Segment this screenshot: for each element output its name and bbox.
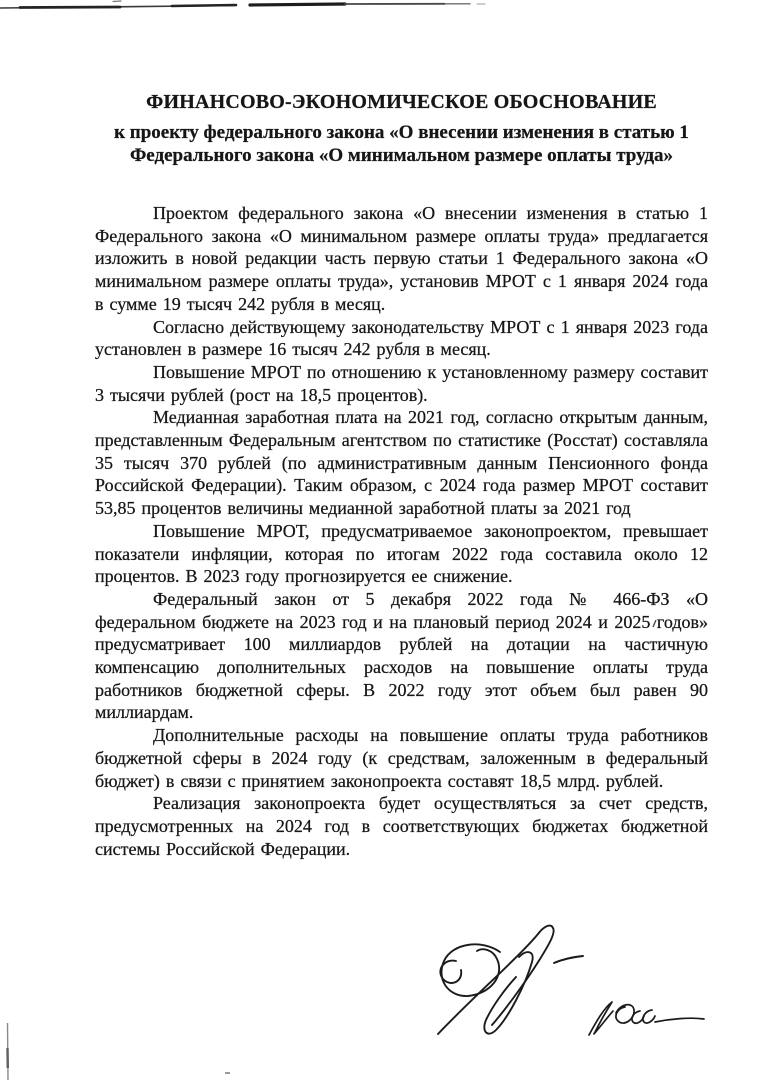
scan-line-left-icon [8,1023,9,1080]
subtitle-line-1: к проекту федерального закона «О внесении изменения в статью 1 [114,122,689,143]
document-title: ФИНАНСОВО-ЭКОНОМИЧЕСКОЕ ОБОСНОВАНИЕ [146,91,657,113]
secondary-signature [589,1002,704,1035]
document-body [95,202,708,860]
paragraph: Дополнительные расходы на повышение оплаты труда работников бюджетной сферы в 2024 году (к средствам, заложенным в федеральный бюджет) в связи с принятием законопроекта составят 18,5 млрд. рублей. [95,725,708,791]
paragraph: Федеральный закон от 5 декабря 2022 года № 466-ФЗ «О федеральном бюджете на 2023 год и на плановый период 2024 и 2025 годов» предусматривает 100 миллиардов рублей на дотации на частичную компенсацию дополнительных расходов на повышение оплаты труда работников бюджетной сферы. В 2022 году этот объем был равен 90 миллиардам. [95,588,708,723]
paragraph: Повышение МРОТ по отношению к установленному размеру составит 3 тысячи рублей (рост на 18,5 процентов). [95,361,708,405]
scan-dot-icon [225,1072,230,1074]
scan-streak-top-icon [0,1,485,8]
paragraph: Повышение МРОТ, предусматриваемое законопроектом, превышает показатели инфляции, которая по итогам 2022 года составила около 12 процентов. В 2023 году прогнозируется ее снижение. [95,520,708,587]
document-content [95,91,708,860]
paragraph: Проектом федерального закона «О внесении изменения в статью 1 Федерального закона «О минимальном размере оплаты труда» предлагается изложить в новой редакции часть первую статьи 1 Федерального закона «О минимальном размере оплаты труда», установив МРОТ с 1 января 2024 года в сумме 19 тысяч 242 рубля в месяц. [95,203,708,314]
document-subtitle [95,121,708,167]
subtitle-line-2: Федерального закона «О минимальном размере оплаты труда» [129,145,674,166]
paragraph: Реализация законопроекта будет осуществляться за счет средств, предусмотренных на 2024 год в соответствующих бюджетах бюджетной системы Российской Федерации. [95,793,708,859]
paragraph: Медианная заработная плата на 2021 год, согласно открытым данным, представленным Федеральным агентством по статистике (Росстат) составляла 35 тысяч 370 рублей (по административным данным Пенсионного фонда Российской Федерации). Таким образом, с 2024 года размер МРОТ составит 53,85 процентов величины медианной заработной платы за 2021 год [95,407,708,519]
primary-signature [438,926,583,1034]
paragraph: Согласно действующему законодательству МРОТ с 1 января 2023 года установлен в размере 16 тысяч 242 рубля в месяц. [95,316,708,360]
